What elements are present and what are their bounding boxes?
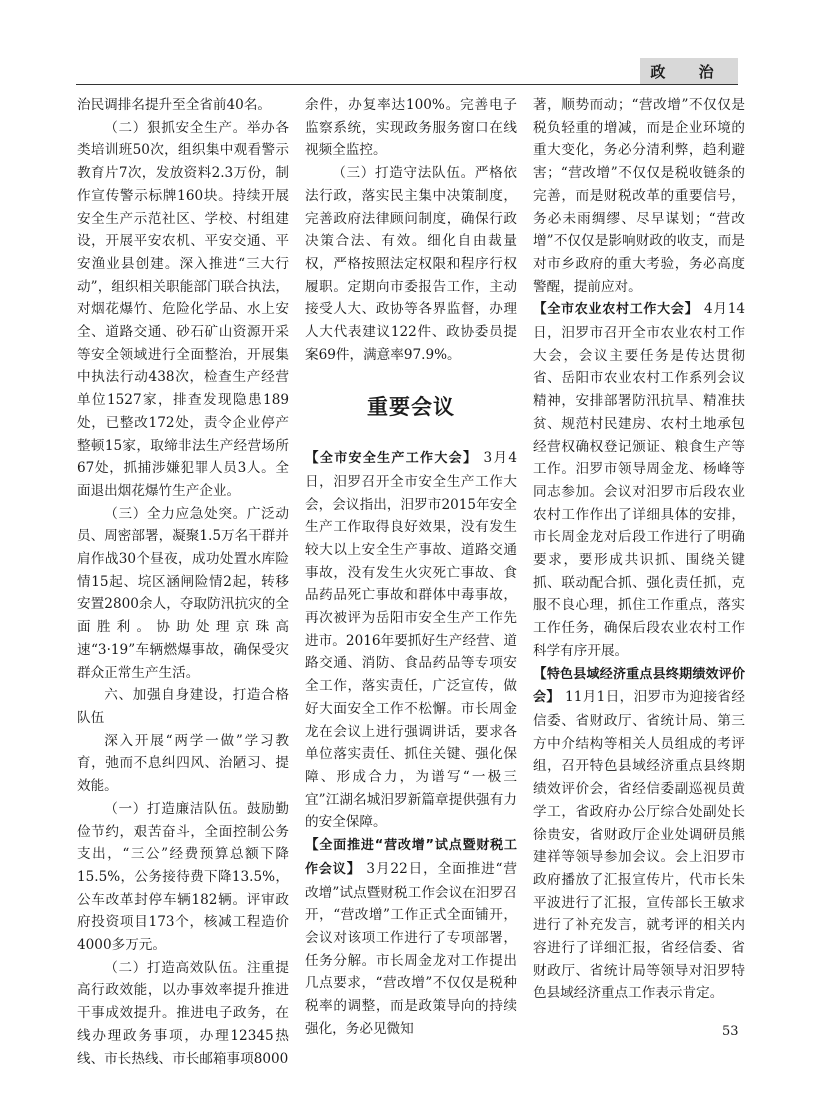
bracket-open: 【 (305, 450, 320, 467)
bracket-open: 【 (533, 301, 548, 318)
column-2 (305, 94, 517, 1040)
bracket-close: 】 (346, 860, 362, 877)
paragraph: 著，顺势而动；“营改增”不仅仅是税负轻重的增减，而是企业环境的重大变化，务必分清利弊，趋利避害；“营改增”不仅仅是税收链条的完善，而是财税改革的重要信号，务必未雨绸缪、尽早谋划；“营改增”不仅仅是影响财政的收支，而是对市乡政府的重大考验，务必高度警醒，提前应对。 (533, 97, 745, 295)
meeting-body: 4月14日，汨罗市召开全市农业农村工作大会，会议主要任务是传达贯彻省、岳阳市农业农村工作系列会议精神，安排部署防汛抗旱、精准扶贫、规范村民建房、农村土地承包经营权确权登记颁证、粮食生产等工作。汨罗市领导周金龙、杨峰等同志参加。会议对汨罗市后段农业农村工作作出了详细具体的安排，市长周金龙对后段工作进行了明确要求，要形成共识抓、围绕关键抓、联动配合抓、强化责任抓，克服不良心理，抓住工作重点，落实工作任务，确保后段农业农村工作科学有序开展。 (533, 301, 746, 659)
paragraph: （三）全力应急处突。广泛动员、周密部署，凝聚1.5万名干群并肩作战30个昼夜，成功处置水库险情15起、垸区涵闸险情2起，转移安置2800余人，夺取防汛抗灾的全面胜利。协助处理京珠高速“3·19”车辆燃爆事故，确保受灾群众正常生产生活。 (77, 505, 289, 681)
bracket-close: 】 (462, 450, 478, 467)
paragraph: （二）打造高效队伍。注重提高行政效能，以办事效率提升推进干事成效提升。推进电子政务，在线办理政务事项，办理12345热线、市长热线、市长邮箱事项8000 (77, 959, 289, 1067)
meeting-title: 全市农业农村工作大会 (547, 302, 685, 318)
header-rule (76, 84, 738, 85)
column-3 (533, 94, 745, 1005)
paragraph: （二）狠抓安全生产。举办各类培训班50次，组织集中观看警示教育片7次，发放资料2.3万份，制作宣传警示标牌160块。持续开展安全生产示范社区、学校、村组建设，开展平安农机、平安交通、平安渔业县创建。深入推进“三大行动”，组织相关职能部门联合执法，对烟花爆竹、危险化学品、水上安全、道路交通、砂石矿山资源开采等安全领域进行全面整治，开展集中执法行动438次，检查生产经营单位1527家，排查发现隐患189处，已整改172处，责令企业停产整顿15家，取缔非法生产经营场所67处，抓捕涉嫌犯罪人员3人。全面退出烟花爆竹生产企业。 (77, 119, 289, 499)
meeting-title: 特色县域经济重点县终期绩效评价会 (533, 666, 745, 706)
bracket-close: 】 (546, 689, 561, 706)
bracket-open: 【 (305, 837, 320, 854)
meeting-title: 全市安全生产工作大会 (319, 451, 463, 467)
meeting-entry (533, 663, 745, 1006)
subsection-heading: 六、加强自身建设，打造合格队伍 (77, 687, 289, 726)
paragraph: （一）打造廉洁队伍。鼓励勤俭节约，艰苦奋斗，全面控制公务支出，“三公”经费预算总额下降15.5%，公务接待费下降13.5%，公车改革封停车辆182辆。评审政府投资项目173个，核减工程造价4000多万元。 (77, 800, 289, 954)
meeting-title: 全面推进“营改增”试点暨财税工作会议 (305, 838, 518, 877)
paragraph: 余件，办复率达100%。完善电子监察系统，实现政务服务窗口在线视频全监控。 (305, 97, 517, 159)
meeting-body: 3月4日，汨罗召开全市安全生产工作大会，会议指出，汨罗市2015年安全生产工作取得良好效果，没有发生较大以上安全生产事故、道路交通事故，没有发生火灾死亡事故、食品药品死亡事故和群体中毒事故，再次被评为岳阳市安全生产工作先进市。2016年要抓好生产经营、道路交通、消防、食品药品等专项安全工作，落实责任，广泛宣传，做好大面安全工作不松懈。市长周金龙在会议上进行强调讲话，要求各单位落实责任、抓住关键、强化保障、形成合力，为谱写“一极三宜”江湖名城汨罗新篇章提供强有力的安全保障。 (305, 450, 517, 831)
meeting-entry (305, 834, 517, 1040)
meeting-entry (305, 447, 517, 834)
paragraph: 治民调排名提升至全省前40名。 (77, 97, 272, 113)
column-1 (77, 94, 289, 1070)
meeting-body: 11月1日，汨罗市为迎接省经信委、省财政厅、省统计局、第三方中介结构等相关人员组成的考评组，召开特色县域经济重点县终期绩效评价会，省经信委副巡视员黄学工，省政府办公厅综合处副处长徐贵安，省财政厅企业处调研员熊建祥等领导参加会议。会上汨罗市政府播放了汇报宣传片，代市长朱平波进行了汇报，宣传部长王敏求进行了补充发言，就考评的相关内容进行了详细汇报，省经信委、省财政厅、省统计局等领导对汨罗特色县域经济重点工作表示肯定。 (533, 689, 745, 1002)
section-title: 重要会议 (367, 395, 455, 420)
bracket-open: 【 (533, 665, 547, 682)
paragraph: （三）打造守法队伍。严格依法行政，落实民主集中决策制度，完善政府法律顾问制度，确保行政决策合法、有效。细化自由裁量权，严格按照法定权限和程序行权履职。定期向市委报告工作，主动接受人大、政协等各界监督，办理人大代表建议122件、政协委员提案69件，满意率97.9%。 (305, 165, 517, 363)
meeting-entry (533, 298, 745, 662)
bracket-close: 】 (684, 301, 699, 318)
paragraph: 深入开展“两学一做”学习教育，弛而不息纠四风、治陋习、提效能。 (77, 732, 289, 795)
section-label: 政 治 (640, 58, 738, 84)
page-number: 53 (722, 1024, 739, 1039)
meeting-body: 3月22日，全面推进“营改增”试点暨财税工作会议在汨罗召开，“营改增”工作正式全面铺开，会议对该项工作进行了专项部署，任务分解。市长周金龙对工作提出几点要求，“营改增”不仅仅是税种税率的调整，而是政策导向的持续强化，务必见微知 (305, 860, 517, 1037)
